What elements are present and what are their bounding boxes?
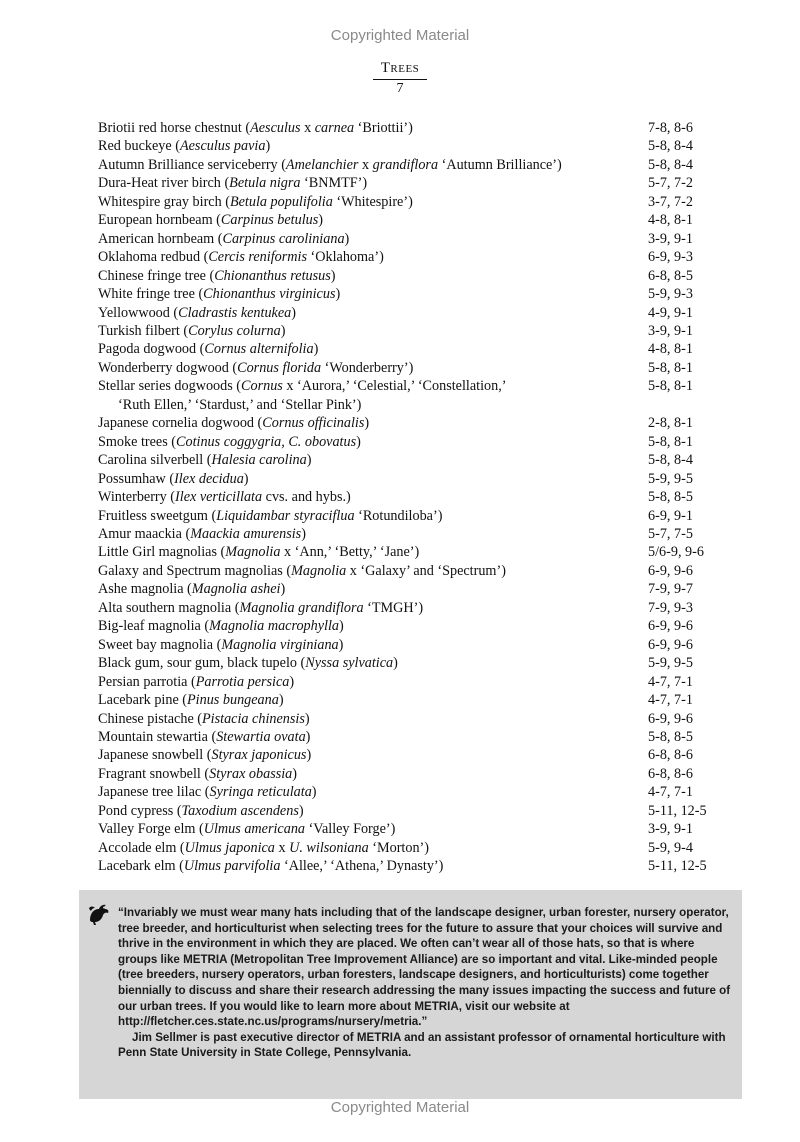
- hardiness-zone: 2-8, 8-1: [648, 415, 693, 432]
- common-text: ‘Ruth Ellen,’ ‘Stardust,’ and ‘Stellar Pink’): [118, 396, 362, 413]
- common-text: ): [344, 230, 350, 247]
- plant-name: [98, 746, 643, 764]
- plant-name-line: [98, 377, 643, 395]
- botanical-name: Parrotia persica: [195, 673, 290, 690]
- common-text: ‘Autumn Brilliance’): [438, 156, 562, 173]
- plant-entry: [98, 580, 738, 598]
- hardiness-zone: 5-8, 8-5: [648, 728, 693, 745]
- plant-entry: [98, 156, 738, 174]
- botanical-name: Magnolia: [225, 544, 281, 561]
- plant-name: [98, 340, 643, 358]
- plant-name: [98, 728, 643, 746]
- hardiness-zone: 6-9, 9-3: [648, 249, 693, 266]
- plant-name-line: [98, 857, 643, 875]
- plant-name: [98, 193, 643, 211]
- botanical-name: Styrax japonicus: [211, 747, 307, 764]
- hardiness-zone: 5-8, 8-1: [648, 378, 693, 395]
- common-text: x ‘Aurora,’ ‘Celestial,’ ‘Constellation,’: [282, 378, 507, 395]
- plant-name-line: [98, 765, 643, 783]
- common-text: ‘TMGH’): [363, 599, 424, 616]
- common-text: ‘Rotundiloba’): [354, 507, 443, 524]
- plant-entry: [98, 340, 738, 358]
- plant-name: [98, 488, 643, 506]
- plant-entry: [98, 285, 738, 303]
- hardiness-zone: 6-9, 9-6: [648, 636, 693, 653]
- common-text: x: [358, 156, 373, 173]
- common-text: ): [335, 286, 341, 303]
- plant-name: [98, 839, 643, 857]
- plant-name-line: [98, 322, 643, 340]
- plant-name: [98, 156, 643, 174]
- common-text: Pond cypress (: [98, 802, 182, 819]
- common-text: Oklahoma redbud (: [98, 249, 209, 266]
- plant-entry: [98, 839, 738, 857]
- botanical-name: Cornus alternifolia: [204, 341, 314, 358]
- plant-name-line: [98, 562, 643, 580]
- plant-entry: [98, 470, 738, 488]
- plant-name-line: [98, 119, 643, 137]
- plant-name-line: [98, 802, 643, 820]
- plant-name: [98, 857, 643, 875]
- plant-name-line: [98, 451, 643, 469]
- hardiness-zone: 4-8, 8-1: [648, 212, 693, 229]
- hardiness-zone: 4-7, 7-1: [648, 784, 693, 801]
- plant-entry: [98, 359, 738, 377]
- common-text: American hornbeam (: [98, 230, 223, 247]
- botanical-name: Ulmus americana: [203, 821, 306, 838]
- plant-name-line: [98, 156, 643, 174]
- botanical-name: Styrax obassia: [209, 765, 293, 782]
- plant-name-line: [98, 728, 643, 746]
- plant-name-line: [98, 230, 643, 248]
- plant-name-line: [98, 710, 643, 728]
- plant-name-line: [98, 673, 643, 691]
- common-text: ‘Valley Forge’): [305, 821, 396, 838]
- common-text: ): [291, 304, 296, 321]
- botanical-name: Syringa reticulata: [209, 784, 312, 801]
- botanical-name: Cornus florida: [237, 359, 322, 376]
- plant-name: [98, 802, 643, 820]
- plant-name-line: [98, 691, 643, 709]
- common-text: ): [364, 415, 370, 432]
- plant-name-line: [98, 470, 643, 488]
- plant-name: [98, 377, 643, 414]
- plant-entry: [98, 433, 738, 451]
- common-text: ): [280, 581, 286, 598]
- plant-name-line: [98, 267, 643, 285]
- common-text: x: [274, 839, 290, 856]
- plant-name: [98, 543, 643, 561]
- plant-entry: [98, 783, 738, 801]
- plant-name: [98, 562, 643, 580]
- botanical-name: Betula nigra: [229, 175, 301, 192]
- hardiness-zone: 5-8, 8-4: [648, 452, 693, 469]
- plant-entry: [98, 710, 738, 728]
- common-text: cvs. and hybs.): [262, 489, 351, 506]
- plant-name: [98, 433, 643, 451]
- common-text: Japanese cornelia dogwood (: [98, 415, 263, 432]
- bird-icon: [87, 900, 111, 926]
- plant-name-line: [98, 746, 643, 764]
- plant-entry: [98, 857, 738, 875]
- common-text: ): [330, 267, 336, 284]
- hardiness-zone: 5-7, 7-5: [648, 525, 693, 542]
- botanical-name: Carpinus betulus: [220, 212, 319, 229]
- botanical-name: U. wilsoniana: [289, 839, 369, 856]
- common-text: Possumhaw (: [98, 470, 175, 487]
- common-text: Briotii red horse chestnut (: [98, 120, 251, 136]
- botanical-name: Liquidambar styraciflua: [216, 507, 355, 524]
- plant-entry: [98, 636, 738, 654]
- common-text: White fringe tree (: [98, 286, 204, 303]
- plant-name-line: [98, 599, 643, 617]
- plant-name: [98, 174, 643, 192]
- plant-name: [98, 267, 643, 285]
- plant-entry: [98, 802, 738, 820]
- common-text: ): [289, 673, 295, 690]
- common-text: ): [339, 618, 344, 635]
- common-text: Galaxy and Spectrum magnolias (: [98, 562, 292, 579]
- hardiness-zone: 3-7, 7-2: [648, 193, 693, 210]
- common-text: ): [280, 322, 286, 339]
- hardiness-zone: 5-8, 8-1: [648, 433, 693, 450]
- common-text: Valley Forge elm (: [98, 821, 204, 838]
- botanical-name: grandiflora: [372, 156, 439, 173]
- plant-entry: [98, 820, 738, 838]
- quote-box: [79, 890, 742, 1099]
- hardiness-zone: 6-9, 9-6: [648, 562, 693, 579]
- hardiness-zone: 6-8, 8-6: [648, 747, 693, 764]
- hardiness-zone: 5-9, 9-5: [648, 470, 693, 487]
- plant-name: [98, 211, 643, 229]
- common-text: ): [304, 710, 310, 727]
- hardiness-zone: 5-9, 9-5: [648, 655, 693, 672]
- plant-name: [98, 230, 643, 248]
- plant-name-line: [98, 340, 643, 358]
- plant-name-line: [98, 304, 643, 322]
- botanical-name: Ilex verticillata: [175, 489, 263, 506]
- common-text: ‘Allee,’ ‘Athena,’ Dynasty’): [280, 858, 444, 875]
- botanical-name: Magnolia macrophylla: [209, 618, 340, 635]
- plant-entry: [98, 525, 738, 543]
- plant-entry: [98, 377, 738, 414]
- botanical-name: Cornus: [241, 378, 283, 395]
- hardiness-zone: 3-9, 9-1: [648, 322, 693, 339]
- common-text: ‘BNMTF’): [300, 175, 368, 192]
- plant-entry: [98, 488, 738, 506]
- botanical-name: Ulmus japonica: [184, 839, 275, 856]
- common-text: Amur maackia (: [98, 525, 191, 542]
- plant-name: [98, 580, 643, 598]
- plant-entry: [98, 617, 738, 635]
- common-text: Winterberry (: [98, 489, 176, 506]
- common-text: ): [305, 728, 311, 745]
- plant-name: [98, 414, 643, 432]
- common-text: Dura-Heat river birch (: [98, 175, 230, 192]
- plant-name: [98, 119, 643, 137]
- common-text: Fruitless sweetgum (: [98, 507, 217, 524]
- plant-name-line: [98, 359, 643, 377]
- common-text: Japanese snowbell (: [98, 747, 212, 764]
- common-text: Chinese fringe tree (: [98, 267, 215, 284]
- common-text: Ashe magnolia (: [98, 581, 192, 598]
- common-text: Wonderberry dogwood (: [98, 359, 238, 376]
- hardiness-zone: 5-8, 8-5: [648, 489, 693, 506]
- plant-name: [98, 654, 643, 672]
- plant-name-line: [98, 839, 643, 857]
- common-text: ‘Wonderberry’): [321, 359, 414, 376]
- common-text: European hornbeam (: [98, 212, 221, 229]
- common-text: Fragrant snowbell (: [98, 765, 210, 782]
- botanical-name: Maackia amurensis: [190, 525, 302, 542]
- plant-name-line: [98, 525, 643, 543]
- plant-name-line: [98, 174, 643, 192]
- common-text: Carolina silverbell (: [98, 452, 212, 469]
- plant-name-line: [98, 248, 643, 266]
- hardiness-zone: 3-9, 9-1: [648, 230, 693, 247]
- common-text: ): [306, 747, 312, 764]
- plant-name: [98, 137, 643, 155]
- common-text: Persian parrotia (: [98, 673, 196, 690]
- common-text: ‘Whitespire’): [332, 193, 413, 210]
- plant-name: [98, 285, 643, 303]
- botanical-name: Aesculus: [250, 120, 301, 136]
- quote-text: [118, 905, 733, 1061]
- common-text: Little Girl magnolias (: [98, 544, 226, 561]
- common-text: Red buckeye (: [98, 138, 180, 155]
- common-text: Japanese tree lilac (: [98, 784, 210, 801]
- plant-name-line: [98, 211, 643, 229]
- common-text: Accolade elm (: [98, 839, 185, 856]
- hardiness-zone: 5/6-9, 9-6: [648, 544, 704, 561]
- common-text: ): [393, 655, 398, 672]
- common-text: Lacebark pine (: [98, 692, 188, 709]
- plant-name-line: [98, 580, 643, 598]
- quote-byline: Jim Sellmer is past executive director of METRIA and an assistant professor of ornamental horticulture with Penn State University in State College, Pennsylvania.: [118, 1030, 726, 1060]
- common-text: ‘Morton’): [368, 839, 430, 856]
- common-text: ): [278, 692, 284, 709]
- hardiness-zone: 5-7, 7-2: [648, 175, 693, 192]
- plant-entry: [98, 451, 738, 469]
- plant-name: [98, 820, 643, 838]
- plant-entry: [98, 728, 738, 746]
- common-text: Mountain stewartia (: [98, 728, 217, 745]
- hardiness-zone: 5-9, 9-4: [648, 839, 693, 856]
- botanical-name: Cercis reniformis: [208, 249, 307, 266]
- botanical-name: Stewartia ovata: [216, 728, 306, 745]
- plant-name: [98, 691, 643, 709]
- botanical-name: Cotinus coggygria, C. obovatus: [176, 433, 357, 450]
- plant-entry: [98, 267, 738, 285]
- common-text: ): [338, 636, 344, 653]
- hardiness-zone: 5-11, 12-5: [648, 802, 707, 819]
- plant-entry: [98, 211, 738, 229]
- common-text: Big-leaf magnolia (: [98, 618, 210, 635]
- botanical-name: Taxodium ascendens: [181, 802, 299, 819]
- botanical-name: Betula populifolia: [229, 193, 333, 210]
- common-text: Yellowwood (: [98, 304, 179, 321]
- hardiness-zone: 5-9, 9-3: [648, 286, 693, 303]
- botanical-name: Magnolia virginiana: [221, 636, 339, 653]
- botanical-name: Chionanthus retusus: [214, 267, 331, 284]
- hardiness-zone: 6-9, 9-6: [648, 618, 693, 635]
- plant-name-line: [98, 396, 643, 414]
- botanical-name: Chionanthus virginicus: [203, 286, 336, 303]
- plant-list: [98, 119, 738, 876]
- plant-entry: [98, 562, 738, 580]
- plant-name: [98, 673, 643, 691]
- plant-name: [98, 783, 643, 801]
- copyright-watermark-bottom: Copyrighted Material: [330, 1099, 470, 1116]
- hardiness-zone: 6-9, 9-1: [648, 507, 693, 524]
- plant-name-line: [98, 193, 643, 211]
- hardiness-zone: 6-8, 8-6: [648, 765, 693, 782]
- hardiness-zone: 5-11, 12-5: [648, 858, 707, 875]
- plant-name: [98, 765, 643, 783]
- plant-entry: [98, 746, 738, 764]
- botanical-name: carnea: [314, 120, 355, 136]
- hardiness-zone: 6-9, 9-6: [648, 710, 693, 727]
- hardiness-zone: 3-9, 9-1: [648, 821, 693, 838]
- plant-name-line: [98, 636, 643, 654]
- quote-body: “Invariably we must wear many hats including that of the landscape designer, urban forester, nursery operator, tree breeder, and horticulturist when selecting trees for the future to assure that your choices will survive and thrive in the environment in which they are placed. We often can’t wear all of those hats, so that is where groups like METRIA (Metropolitan Tree Improvement Alliance) are so important and vital. Like-minded people (tree breeders, nursery operators, urban foresters, landscape designers, and horticulturists) come together biennially to discuss and share their research addressing the many issues impacting the success and future of our urban trees. If you would like to learn more about METRIA, visit our website at http://fletcher.ces.state.nc.us/programs/nursery/metria.”: [118, 906, 731, 1029]
- common-text: ): [292, 765, 298, 782]
- botanical-name: Ulmus parvifolia: [183, 858, 281, 875]
- botanical-name: Amelanchier: [285, 156, 359, 173]
- botanical-name: Halesia carolina: [211, 452, 307, 469]
- plant-entry: [98, 654, 738, 672]
- botanical-name: Pinus bungeana: [187, 692, 279, 709]
- plant-name-line: [98, 543, 643, 561]
- plant-name: [98, 507, 643, 525]
- hardiness-zone: 4-9, 9-1: [648, 304, 693, 321]
- plant-name: [98, 710, 643, 728]
- plant-entry: [98, 174, 738, 192]
- common-text: ): [306, 452, 312, 469]
- botanical-name: Cladrastis kentukea: [178, 304, 292, 321]
- common-text: ‘Briottii’): [354, 120, 413, 136]
- plant-entry: [98, 543, 738, 561]
- common-text: Autumn Brilliance serviceberry (: [98, 156, 286, 173]
- botanical-name: Corylus colurna: [188, 322, 281, 339]
- plant-name: [98, 304, 643, 322]
- hardiness-zone: 7-9, 9-7: [648, 581, 693, 598]
- common-text: Stellar series dogwoods (: [98, 378, 242, 395]
- plant-name: [98, 248, 643, 266]
- plant-name: [98, 470, 643, 488]
- plant-entry: [98, 137, 738, 155]
- hardiness-zone: 6-8, 8-5: [648, 267, 693, 284]
- botanical-name: Magnolia grandiflora: [239, 599, 364, 616]
- common-text: ‘Oklahoma’): [306, 249, 384, 266]
- plant-entry: [98, 304, 738, 322]
- plant-name: [98, 322, 643, 340]
- plant-entry: [98, 673, 738, 691]
- plant-name: [98, 636, 643, 654]
- plant-name: [98, 599, 643, 617]
- plant-name-line: [98, 137, 643, 155]
- plant-name-line: [98, 414, 643, 432]
- plant-entry: [98, 230, 738, 248]
- plant-name-line: [98, 617, 643, 635]
- common-text: x ‘Ann,’ ‘Betty,’ ‘Jane’): [280, 544, 420, 561]
- plant-name: [98, 617, 643, 635]
- botanical-name: Pistacia chinensis: [202, 710, 305, 727]
- common-text: Black gum, sour gum, black tupelo (: [98, 655, 306, 672]
- botanical-name: Carpinus caroliniana: [222, 230, 345, 247]
- botanical-name: Nyssa sylvatica: [305, 655, 394, 672]
- plant-name-line: [98, 285, 643, 303]
- common-text: ): [301, 525, 306, 542]
- common-text: ): [311, 784, 317, 801]
- common-text: Sweet bay magnolia (: [98, 636, 222, 653]
- botanical-name: Cornus officinalis: [262, 415, 365, 432]
- plant-name: [98, 359, 643, 377]
- plant-name-line: [98, 783, 643, 801]
- common-text: ): [298, 802, 304, 819]
- page-number: 7: [396, 81, 404, 96]
- common-text: x: [300, 120, 315, 136]
- common-text: ): [265, 138, 271, 155]
- plant-entry: [98, 193, 738, 211]
- common-text: Lacebark elm (: [98, 858, 184, 875]
- common-text: x ‘Galaxy’ and ‘Spectrum’): [346, 562, 506, 579]
- common-text: Alta southern magnolia (: [98, 599, 240, 616]
- section-title: Trees: [0, 60, 800, 80]
- botanical-name: Magnolia ashei: [191, 581, 281, 598]
- plant-entry: [98, 119, 738, 137]
- botanical-name: Magnolia: [291, 562, 347, 579]
- common-text: Chinese pistache (: [98, 710, 203, 727]
- hardiness-zone: 7-8, 8-6: [648, 120, 693, 136]
- plant-entry: [98, 765, 738, 783]
- hardiness-zone: 4-7, 7-1: [648, 692, 693, 709]
- plant-name: [98, 525, 643, 543]
- hardiness-zone: 5-8, 8-4: [648, 138, 693, 155]
- hardiness-zone: 5-8, 8-1: [648, 359, 693, 376]
- plant-name-line: [98, 820, 643, 838]
- plant-name-line: [98, 507, 643, 525]
- plant-name-line: [98, 433, 643, 451]
- plant-entry: [98, 322, 738, 340]
- hardiness-zone: 5-8, 8-4: [648, 156, 693, 173]
- plant-name-line: [98, 654, 643, 672]
- hardiness-zone: 4-8, 8-1: [648, 341, 693, 358]
- common-text: ): [318, 212, 324, 229]
- hardiness-zone: 4-7, 7-1: [648, 673, 693, 690]
- botanical-name: Ilex decidua: [174, 470, 244, 487]
- plant-name-line: [98, 488, 643, 506]
- plant-entry: [98, 691, 738, 709]
- copyright-watermark-top: Copyrighted Material: [330, 27, 470, 44]
- common-text: Pagoda dogwood (: [98, 341, 205, 358]
- common-text: ): [313, 341, 319, 358]
- common-text: ): [356, 433, 361, 450]
- hardiness-zone: 7-9, 9-3: [648, 599, 693, 616]
- botanical-name: Aesculus pavia: [179, 138, 266, 155]
- common-text: Turkish filbert (: [98, 322, 189, 339]
- plant-entry: [98, 248, 738, 266]
- plant-name: [98, 451, 643, 469]
- common-text: Whitespire gray birch (: [98, 193, 230, 210]
- common-text: ): [243, 470, 249, 487]
- plant-entry: [98, 414, 738, 432]
- plant-entry: [98, 507, 738, 525]
- common-text: Smoke trees (: [98, 433, 177, 450]
- plant-entry: [98, 599, 738, 617]
